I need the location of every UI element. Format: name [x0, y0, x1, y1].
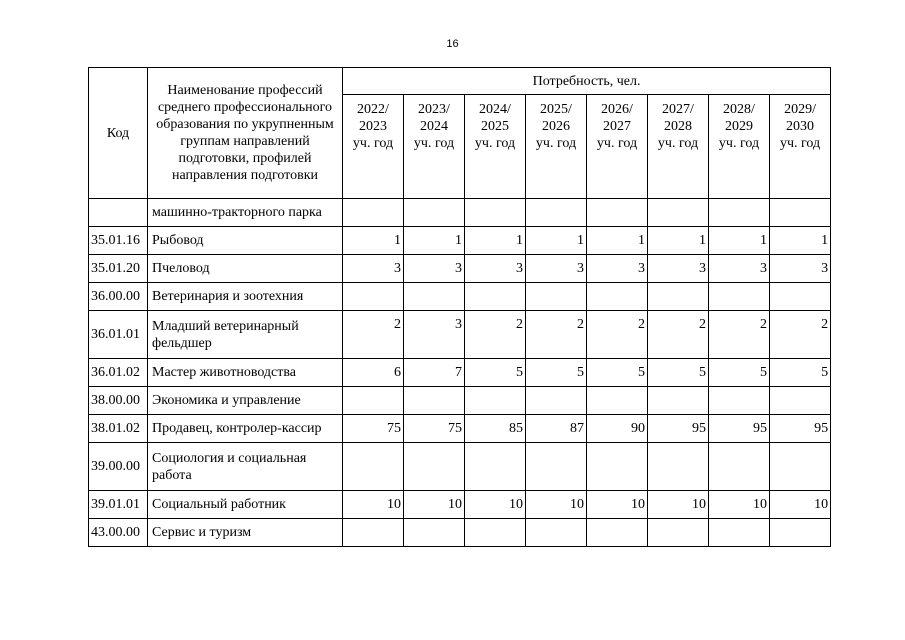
cell-value: [587, 283, 648, 311]
table-row: [89, 311, 831, 359]
cell-value: 10: [465, 491, 526, 519]
header-year-line: 2022/: [357, 102, 389, 117]
cell-value: 3: [526, 255, 587, 283]
cell-value: [587, 443, 648, 491]
header-year-line: уч. год: [535, 136, 577, 151]
header-year: [526, 95, 587, 199]
page-number: 16: [446, 38, 459, 50]
cell-value: [770, 199, 831, 227]
cell-value: [770, 283, 831, 311]
header-year-line: уч. год: [596, 136, 638, 151]
cell-value: [770, 387, 831, 415]
header-year-line: 2030: [786, 119, 815, 134]
cell-value: 3: [648, 255, 709, 283]
cell-value: [709, 519, 770, 547]
cell-value: [404, 443, 465, 491]
cell-value: 5: [465, 359, 526, 387]
table-row: [89, 359, 831, 387]
cell-value: 10: [404, 491, 465, 519]
header-demand: Потребность, чел.: [343, 68, 831, 95]
cell-code: 38.00.00: [89, 387, 148, 415]
cell-value: 3: [587, 255, 648, 283]
cell-value: [587, 199, 648, 227]
header-year: [404, 95, 465, 199]
cell-value: 10: [770, 491, 831, 519]
cell-value: 3: [709, 255, 770, 283]
table-body: [89, 199, 831, 547]
cell-value: 3: [465, 255, 526, 283]
table-row: [89, 443, 831, 491]
cell-value: [526, 519, 587, 547]
cell-value: [770, 443, 831, 491]
cell-value: 1: [648, 227, 709, 255]
header-year-line: 2027: [603, 119, 631, 134]
cell-value: 10: [648, 491, 709, 519]
cell-value: 10: [709, 491, 770, 519]
cell-value: 5: [709, 359, 770, 387]
cell-value: [526, 283, 587, 311]
cell-value: [587, 519, 648, 547]
header-year-line: 2023: [359, 119, 387, 134]
header-year-line: уч. год: [352, 136, 394, 151]
cell-value: [404, 199, 465, 227]
cell-value: [709, 199, 770, 227]
cell-value: 2: [648, 311, 709, 359]
cell-code: 36.01.01: [89, 311, 148, 359]
table-row: [89, 491, 831, 519]
cell-value: 85: [465, 415, 526, 443]
header-year: [770, 95, 831, 199]
header-year-line: уч. год: [657, 136, 699, 151]
header-year-line: 2024/: [479, 102, 511, 117]
cell-value: [648, 387, 709, 415]
cell-value: 2: [465, 311, 526, 359]
cell-value: [465, 283, 526, 311]
cell-name: машинно-тракторного парка: [148, 199, 343, 227]
cell-code: 43.00.00: [89, 519, 148, 547]
cell-value: 6: [343, 359, 404, 387]
cell-code: 35.01.20: [89, 255, 148, 283]
cell-value: 1: [770, 227, 831, 255]
cell-value: 10: [526, 491, 587, 519]
cell-value: [770, 519, 831, 547]
cell-value: 87: [526, 415, 587, 443]
table-row: [89, 519, 831, 547]
header-year-line: 2029/: [784, 102, 816, 117]
cell-value: [343, 443, 404, 491]
cell-value: 3: [404, 311, 465, 359]
cell-value: [587, 387, 648, 415]
cell-value: [404, 387, 465, 415]
cell-value: [648, 519, 709, 547]
header-year-line: уч. год: [474, 136, 516, 151]
cell-value: 7: [404, 359, 465, 387]
cell-value: 2: [709, 311, 770, 359]
header-year: [465, 95, 526, 199]
cell-value: 1: [404, 227, 465, 255]
cell-value: 10: [587, 491, 648, 519]
cell-value: [648, 283, 709, 311]
cell-name: Продавец, контролер-кассир: [148, 415, 343, 443]
cell-value: [648, 199, 709, 227]
cell-value: [343, 199, 404, 227]
cell-value: 2: [343, 311, 404, 359]
cell-value: [404, 283, 465, 311]
cell-value: 1: [465, 227, 526, 255]
cell-code: 39.00.00: [89, 443, 148, 491]
cell-name: Младший ветеринарный фельдшер: [148, 311, 343, 359]
table-row: [89, 199, 831, 227]
cell-value: 5: [587, 359, 648, 387]
header-code: Код: [89, 68, 148, 199]
header-year-line: 2023/: [418, 102, 450, 117]
cell-code: 38.01.02: [89, 415, 148, 443]
cell-value: 5: [770, 359, 831, 387]
header-year: [343, 95, 404, 199]
cell-value: 3: [770, 255, 831, 283]
cell-value: 2: [526, 311, 587, 359]
demand-table: [88, 67, 831, 547]
cell-value: 1: [587, 227, 648, 255]
cell-value: 95: [709, 415, 770, 443]
cell-value: 75: [404, 415, 465, 443]
cell-value: [465, 199, 526, 227]
cell-value: 90: [587, 415, 648, 443]
table-row: [89, 283, 831, 311]
header-year-line: 2029: [725, 119, 753, 134]
header-year-line: 2024: [420, 119, 448, 134]
cell-value: [648, 443, 709, 491]
header-year: [648, 95, 709, 199]
cell-value: 10: [343, 491, 404, 519]
cell-value: [343, 387, 404, 415]
header-name: Наименование профессий среднего профессионального образования по укрупненным группам направлений подготовки, профилей направления подготовки: [148, 68, 343, 199]
table-row: [89, 227, 831, 255]
header-year-line: 2025/: [540, 102, 572, 117]
table-row: [89, 255, 831, 283]
cell-value: 1: [709, 227, 770, 255]
cell-name: Мастер животноводства: [148, 359, 343, 387]
cell-value: [709, 283, 770, 311]
cell-code: 36.01.02: [89, 359, 148, 387]
cell-name: Социальный работник: [148, 491, 343, 519]
cell-value: 3: [343, 255, 404, 283]
cell-value: 5: [526, 359, 587, 387]
cell-value: [465, 519, 526, 547]
cell-value: [709, 387, 770, 415]
cell-value: [526, 443, 587, 491]
header-year: [709, 95, 770, 199]
cell-name: Сервис и туризм: [148, 519, 343, 547]
header-year-line: уч. год: [413, 136, 455, 151]
cell-value: [709, 443, 770, 491]
cell-name: Экономика и управление: [148, 387, 343, 415]
cell-value: 2: [770, 311, 831, 359]
cell-value: 95: [770, 415, 831, 443]
header-year-line: 2028: [664, 119, 692, 134]
cell-value: [465, 443, 526, 491]
table-header: [89, 68, 831, 199]
cell-name: Пчеловод: [148, 255, 343, 283]
header-year-line: 2026: [542, 119, 570, 134]
cell-code: 36.00.00: [89, 283, 148, 311]
cell-value: [404, 519, 465, 547]
cell-value: 3: [404, 255, 465, 283]
header-year-line: 2027/: [662, 102, 694, 117]
cell-code: 35.01.16: [89, 227, 148, 255]
cell-value: [526, 387, 587, 415]
header-year-line: 2028/: [723, 102, 755, 117]
header-year-line: уч. год: [718, 136, 760, 151]
cell-value: 95: [648, 415, 709, 443]
header-year: [587, 95, 648, 199]
cell-value: [465, 387, 526, 415]
table-row: [89, 415, 831, 443]
cell-value: 2: [587, 311, 648, 359]
cell-code: 39.01.01: [89, 491, 148, 519]
cell-name: Социология и социальная работа: [148, 443, 343, 491]
cell-value: 75: [343, 415, 404, 443]
cell-code: [89, 199, 148, 227]
cell-value: 5: [648, 359, 709, 387]
cell-name: Рыбовод: [148, 227, 343, 255]
header-year-line: 2025: [481, 119, 509, 134]
cell-value: 1: [526, 227, 587, 255]
cell-value: [343, 283, 404, 311]
table-row: [89, 387, 831, 415]
header-year-line: уч. год: [779, 136, 821, 151]
cell-value: [343, 519, 404, 547]
cell-name: Ветеринария и зоотехния: [148, 283, 343, 311]
header-year-line: 2026/: [601, 102, 633, 117]
cell-value: 1: [343, 227, 404, 255]
cell-value: [526, 199, 587, 227]
